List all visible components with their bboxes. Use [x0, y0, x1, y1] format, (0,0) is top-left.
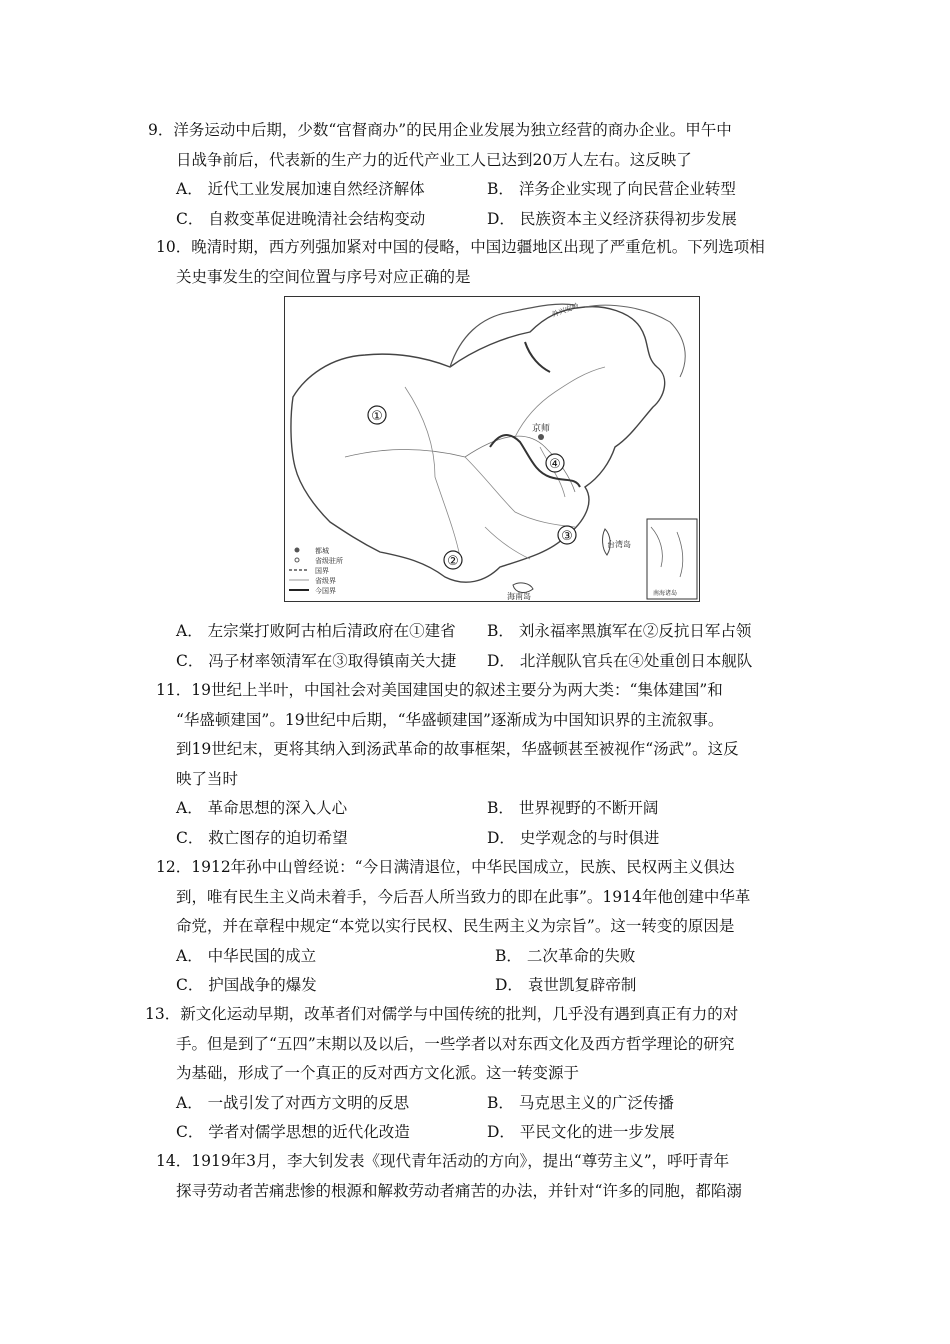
svg-text:④: ④	[549, 457, 561, 472]
question-stem: 1912年孙中山曾经说：“今日满清退位，中华民国成立，民族、民权两主义俱达	[191, 858, 735, 876]
question-stem: “华盛顿建国”。19世纪中后期，“华盛顿建国”逐渐成为中国知识界的主流叙事。	[176, 710, 724, 729]
option-d[interactable]: D． 民族资本主义经济获得初步发展	[487, 209, 737, 228]
question-stem: 1919年3月，李大钊发表《现代青年活动的方向》，提出“尊劳主义”，呼吁青年	[191, 1152, 730, 1170]
question-stem: 为基础，形成了一个真正的反对西方文化派。这一转变源于	[176, 1064, 580, 1082]
qing-map	[284, 296, 700, 602]
option-c[interactable]: C． 冯子材率领清军在③取得镇南关大捷	[176, 651, 457, 670]
marker-1	[368, 406, 386, 424]
option-c[interactable]: C． 护国战争的爆发	[176, 976, 317, 994]
question-10	[156, 233, 816, 292]
question-stem: 探寻劳动者苦痛悲惨的根源和解救劳动者痛苦的办法，并针对“许多的同胞，都陷溺	[176, 1181, 742, 1200]
question-stem: 命党，并在章程中规定“本党以实行民权、民生两主义为宗旨”。这一转变的原因是	[176, 917, 735, 935]
option-row	[156, 794, 816, 824]
option-a[interactable]: A． 一战引发了对西方文明的反思	[176, 1093, 410, 1112]
svg-text:②: ②	[447, 554, 459, 569]
option-b[interactable]: B． 世界视野的不断开阔	[487, 799, 659, 817]
svg-text:国界: 国界	[315, 567, 329, 575]
option-d[interactable]: D． 袁世凯复辟帝制	[495, 976, 637, 994]
taiwan-label: 台湾岛	[607, 540, 631, 549]
svg-text:今国界: 今国界	[315, 587, 336, 595]
question-number: 14．	[156, 1152, 192, 1170]
option-d[interactable]: D． 平民文化的进一步发展	[487, 1123, 675, 1141]
question-9	[148, 116, 808, 234]
svg-text:南海诸岛: 南海诸岛	[653, 590, 678, 597]
question-stem: 到，唯有民生主义尚未着手，今后吾人所当致力的即在此事”。1914年他创建中华革	[176, 887, 751, 906]
option-a[interactable]: A． 中华民国的成立	[176, 946, 317, 965]
marker-4	[546, 454, 564, 472]
question-10-options	[148, 617, 808, 676]
option-d[interactable]: D． 史学观念的与时俱进	[487, 828, 660, 847]
option-a[interactable]: A． 革命思想的深入人心	[176, 799, 348, 817]
option-row	[148, 617, 808, 647]
khingan-label: 外兴安岭	[550, 301, 580, 319]
option-b[interactable]: B． 二次革命的失败	[495, 946, 636, 965]
question-number: 10．	[156, 238, 192, 256]
option-row	[145, 1118, 805, 1148]
question-12	[156, 853, 816, 1001]
marker-3	[558, 526, 576, 544]
option-c[interactable]: C． 自救变革促进晚清社会结构变动	[176, 209, 426, 228]
question-stem: 映了当时	[176, 769, 239, 788]
question-number: 13．	[145, 1005, 181, 1023]
option-row	[156, 971, 816, 1001]
option-b[interactable]: B． 洋务企业实现了向民营企业转型	[487, 180, 736, 198]
option-c[interactable]: C． 救亡图存的迫切希望	[176, 828, 348, 847]
question-11	[156, 676, 816, 853]
option-row	[145, 1089, 805, 1119]
option-b[interactable]: B． 刘永福率黑旗军在②反抗日军占领	[487, 622, 752, 640]
capital-label: 京师	[532, 424, 551, 434]
question-stem: 手。但是到了“五四”末期以及以后，一些学者以对东西文化及西方哲学理论的研究	[176, 1034, 735, 1053]
marker-2	[444, 551, 462, 569]
option-row	[156, 824, 816, 854]
question-stem: 日战争前后，代表新的生产力的近代产业工人已达到20万人左右。这反映了	[176, 150, 692, 169]
svg-text:省级界: 省级界	[315, 577, 336, 585]
option-a[interactable]: A． 左宗棠打败阿古柏后清政府在①建省	[176, 622, 456, 640]
option-row	[148, 175, 808, 205]
question-stem: 到19世纪末，更将其纳入到汤武革命的故事框架，华盛顿甚至被视作“汤武”。这反	[176, 740, 739, 758]
question-stem: 晚清时期，西方列强加紧对中国的侵略，中国边疆地区出现了严重危机。下列选项相	[191, 238, 765, 256]
option-a[interactable]: A． 近代工业发展加速自然经济解体	[176, 180, 425, 198]
option-b[interactable]: B． 马克思主义的广泛传播	[487, 1093, 674, 1112]
svg-text:省级驻所: 省级驻所	[315, 557, 343, 565]
option-row	[148, 647, 808, 677]
question-14	[156, 1147, 816, 1206]
question-stem: 新文化运动早期，改革者们对儒学与中国传统的批判，几乎没有遇到真正有力的对	[180, 1005, 739, 1023]
map-drawing	[285, 297, 699, 601]
option-d[interactable]: D． 北洋舰队官兵在④处重创日本舰队	[487, 651, 753, 670]
question-number: 11．	[156, 681, 192, 699]
question-stem: 关史事发生的空间位置与序号对应正确的是	[176, 267, 471, 286]
question-number: 9．	[148, 121, 174, 139]
question-stem: 19世纪上半叶，中国社会对美国建国史的叙述主要分为两大类：“集体建国”和	[191, 681, 723, 699]
capital-marker	[538, 434, 544, 440]
question-number: 12．	[156, 858, 192, 876]
option-c[interactable]: C． 学者对儒学思想的近代化改造	[176, 1123, 410, 1141]
svg-text:都城: 都城	[315, 547, 329, 555]
option-row	[156, 942, 816, 972]
svg-text:①: ①	[371, 409, 383, 424]
option-row	[148, 205, 808, 235]
south-sea-inset	[647, 519, 697, 599]
question-13	[145, 1000, 805, 1148]
hainan-label: 海南岛	[507, 592, 531, 601]
map-legend	[289, 546, 343, 595]
svg-text:③: ③	[561, 529, 573, 544]
question-stem: 洋务运动中后期，少数“官督商办”的民用企业发展为独立经营的商办企业。甲午中	[173, 121, 732, 139]
